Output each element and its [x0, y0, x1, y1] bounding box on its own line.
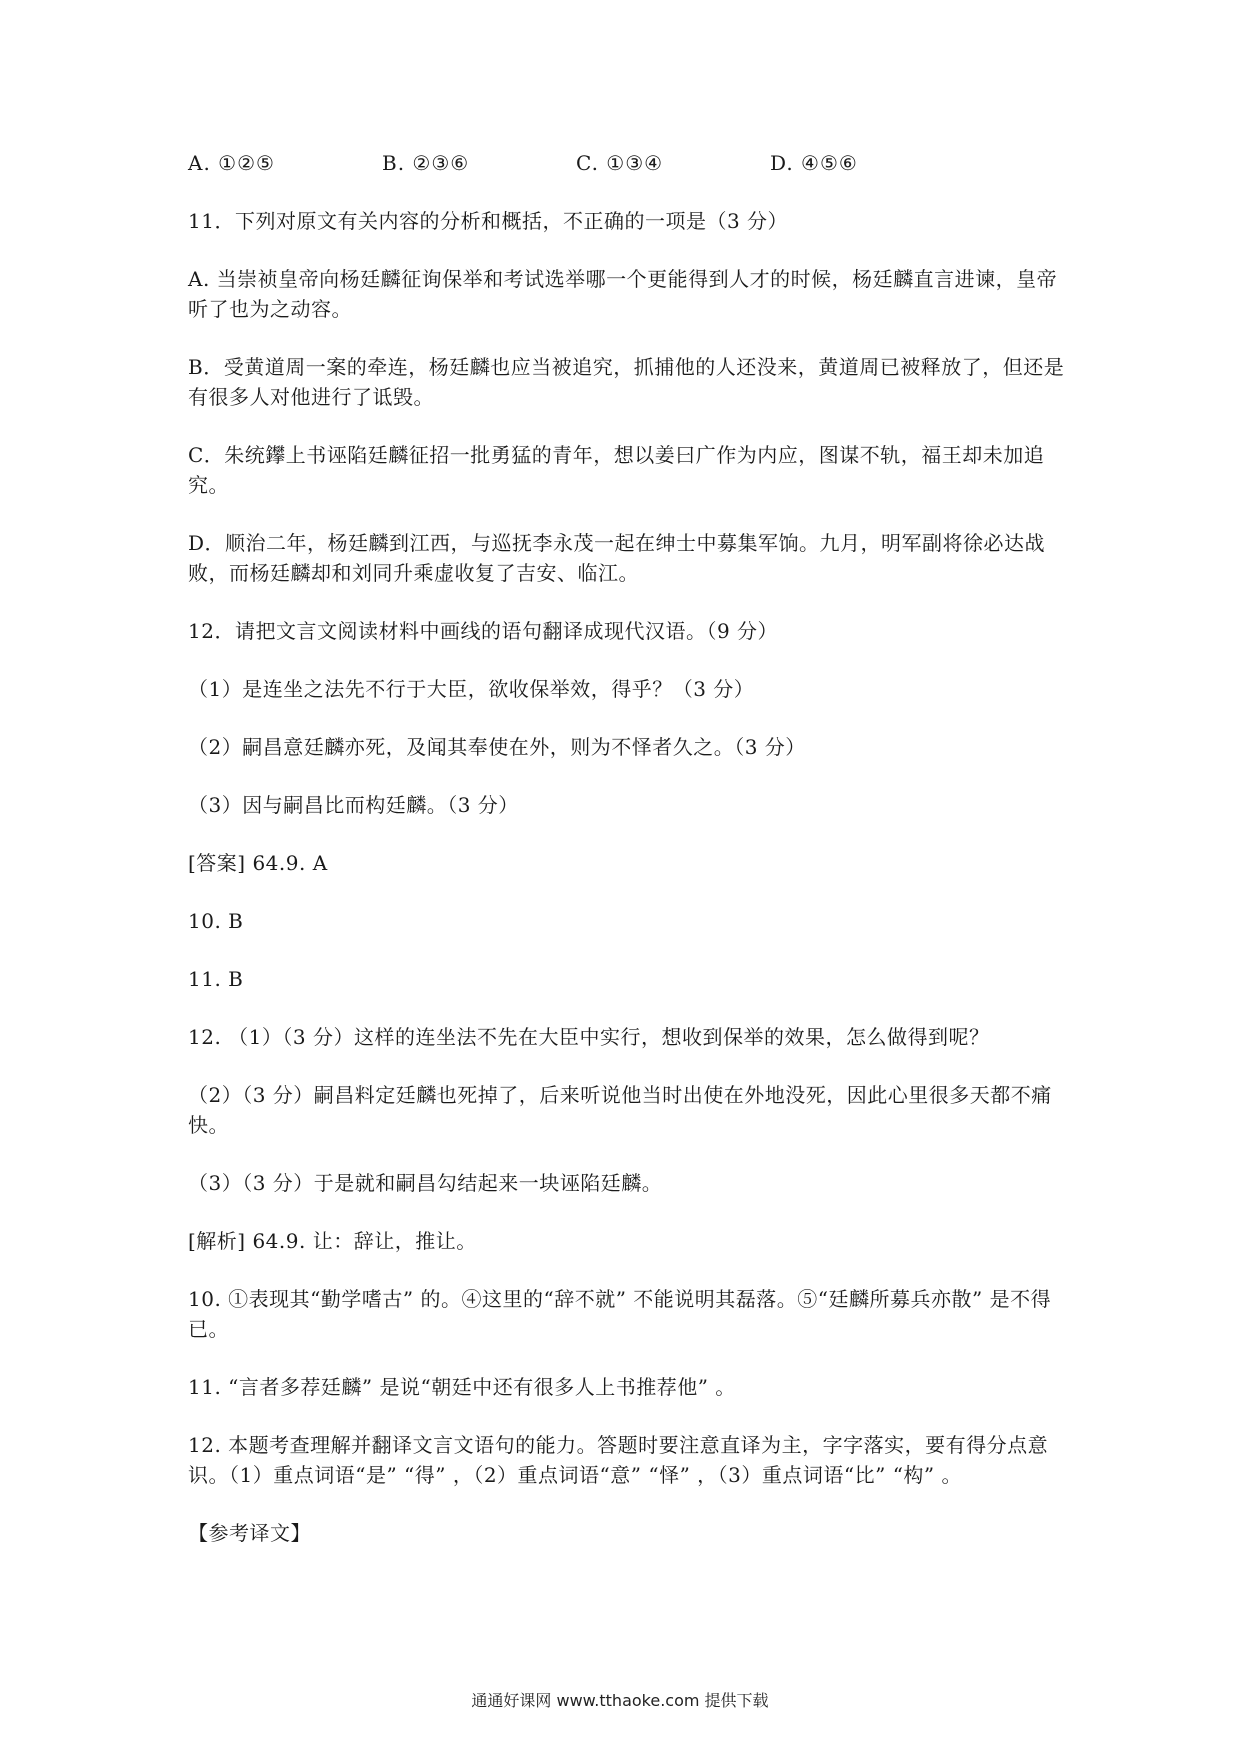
question-12-stem: 12．请把文言文阅读材料中画线的语句翻译成现代汉语。（9 分） — [188, 619, 779, 643]
answer-12-2: （2）（3 分）嗣昌料定廷麟也死掉了，后来听说他当时出使在外地没死，因此心里很多天都不痛快。 — [188, 1083, 1052, 1137]
analysis-11: 11. “言者多荐廷麟” 是说“朝廷中还有很多人上书推荐他” 。 — [188, 1375, 736, 1399]
option-c: C. ①③④ — [576, 151, 664, 175]
option-d: D. ④⑤⑥ — [770, 151, 858, 175]
question-11-option-d: D．顺治二年，杨廷麟到江西，与巡抚李永茂一起在绅士中募集军饷。九月，明军副将徐必达战败，而杨廷麟却和刘同升乘虚收复了吉安、临江。 — [188, 531, 1046, 585]
answer-header: [答案] 64.9. A — [188, 851, 328, 875]
document-body — [188, 148, 1068, 1576]
option-a: A. ①②⑤ — [188, 151, 275, 175]
question-11-option-c: C．朱统鑻上书诬陷廷麟征招一批勇猛的青年，想以姜曰广作为内应，图谋不轨，福王却未加追究。 — [188, 443, 1045, 497]
question-11-option-b: B．受黄道周一案的牵连，杨廷麟也应当被追究，抓捕他的人还没来，黄道周已被释放了，但还是有很多人对他进行了诋毁。 — [188, 355, 1065, 409]
answer-11: 11. B — [188, 967, 244, 991]
question-11-stem: 11．下列对原文有关内容的分析和概括，不正确的一项是（3 分） — [188, 209, 789, 233]
analysis-12: 12. 本题考查理解并翻译文言文语句的能力。答题时要注意直译为主，字字落实，要有得分点意识。（1）重点词语“是” “得” ，（2）重点词语“意” “怿” ，（3）重点词语“比” “构” 。 — [188, 1433, 1049, 1487]
question-12-item-3: （3）因与嗣昌比而构廷麟。（3 分） — [188, 793, 519, 817]
question-12-item-1: （1）是连坐之法先不行于大臣，欲收保举效，得乎？（3 分） — [188, 677, 755, 701]
analysis-header: [解析] 64.9. 让：辞让，推让。 — [188, 1229, 477, 1253]
page-footer: 通通好课网 www.tthaoke.com 提供下载 — [471, 1691, 769, 1710]
answer-10: 10. B — [188, 909, 244, 933]
question-11-option-a: A. 当崇祯皇帝向杨廷麟征询保举和考试选举哪一个更能得到人才的时候，杨廷麟直言进谏，皇帝听了也为之动容。 — [188, 267, 1058, 321]
question-12-item-2: （2）嗣昌意廷麟亦死，及闻其奉使在外，则为不怿者久之。（3 分） — [188, 735, 806, 759]
analysis-10: 10. ①表现其“勤学嗜古” 的。④这里的“辞不就” 不能说明其磊落。⑤“廷麟所募兵亦散” 是不得已。 — [188, 1287, 1052, 1341]
reference-translation-heading: 【参考译文】 — [188, 1521, 311, 1545]
answer-12-1: 12. （1）（3 分）这样的连坐法不先在大臣中实行，想收到保举的效果，怎么做得到呢？ — [188, 1025, 990, 1049]
answer-12-3: （3）（3 分）于是就和嗣昌勾结起来一块诬陷廷麟。 — [188, 1171, 663, 1195]
question-10-options — [188, 148, 1068, 178]
option-b: B. ②③⑥ — [382, 151, 470, 175]
